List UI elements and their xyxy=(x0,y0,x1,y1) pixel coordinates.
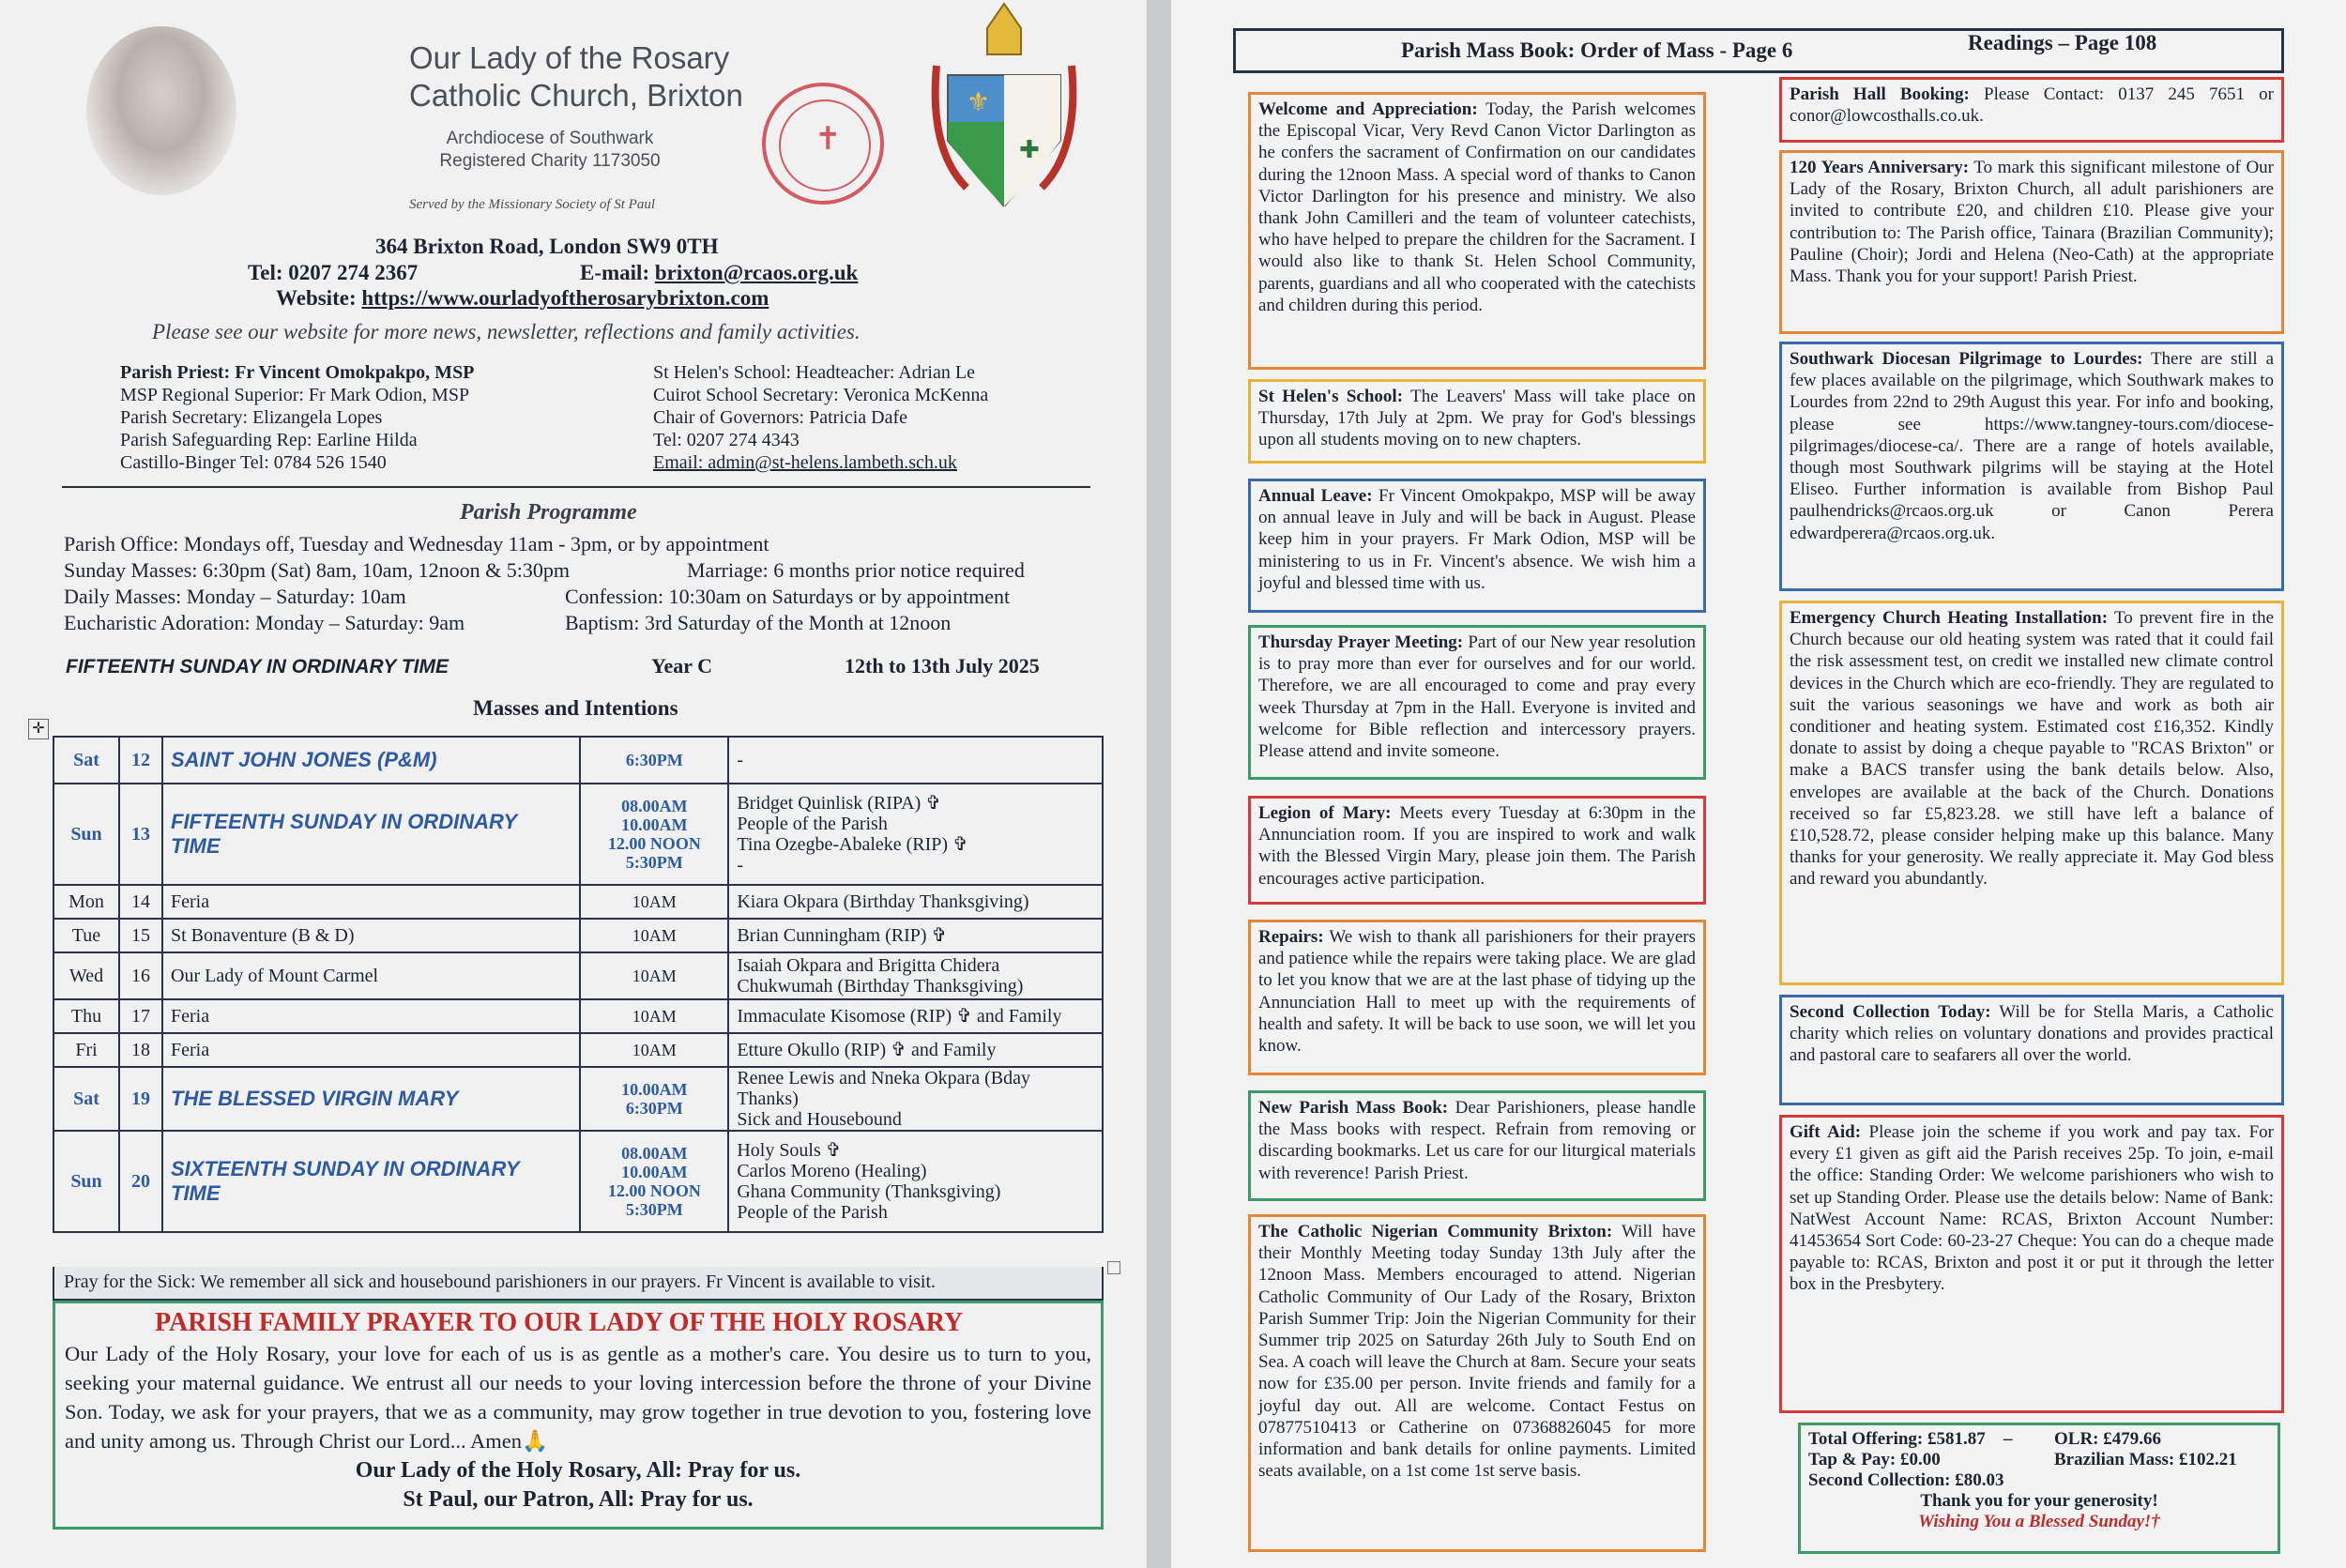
svg-text:✚: ✚ xyxy=(1019,136,1040,164)
mass-times-cell: 10AM xyxy=(580,885,728,919)
mass-num-cell: 12 xyxy=(119,737,162,784)
notices-mid-box xyxy=(1248,1214,1706,1552)
mass-num-cell: 19 xyxy=(119,1067,162,1131)
prayer-line3: St Paul, our Patron, All: Pray for us. xyxy=(403,1487,754,1512)
mass-num-cell: 18 xyxy=(119,1033,162,1067)
notice-text: Dear Parishioners, please handle the Mass books with respect. Refrain from removing or discarding bookmarks. Let us care for our liturgical materials with reverence! Parish Priest. xyxy=(1258,1098,1696,1183)
mass-day-cell: Wed xyxy=(53,952,119,999)
church-name: Our Lady of the Rosary Catholic Church, Brixton xyxy=(409,40,743,113)
mass-feast-cell: Feria xyxy=(162,1033,580,1067)
mass-times-cell: 08.00AM 10.00AM 12.00 NOON 5:30PM xyxy=(580,1131,728,1232)
notice-text: The Leavers' Mass will take place on Thursday, 17th July at 2pm. We pray for God's blessings upon all students moving on to new chapters. xyxy=(1258,387,1696,450)
page-gutter xyxy=(1147,0,1171,1568)
right-page xyxy=(1171,0,2346,1568)
programme-title: Parish Programme xyxy=(460,500,637,525)
notice-text: Will be for Stella Maris, a Catholic charity which relies on voluntary donations and provides practical and pastoral care to seafarers all over the world. xyxy=(1790,1002,2274,1066)
table-move-icon[interactable]: ✛ xyxy=(28,719,49,739)
notice-text: Will have their Monthly Meeting today Sunday 13th July after the 12noon Mass. Members encouraged to attend. Nigerian Catholic Community of Our Lady of the Rosary, Brixton Parish Summer Trip: Join the Nigerian Community for their Summer trip 2025 on Saturday 26th July to South End on Sea. A coach will leave the Church at 8am. Secure your seats now for £35.00 per person. Invite friends and family for a joyful day out. All are welcome. Contact Festus on 07877510413 or Catherine on 07368826045 for more information and bank details for online payments. Limited seats available, on a 1st come 1st serve basis. xyxy=(1258,1222,1696,1482)
website-link[interactable]: https://www.ourladyoftherosarybrixton.com xyxy=(361,286,769,310)
notices-mid-box xyxy=(1248,625,1706,780)
mass-feast-cell: FIFTEENTH SUNDAY IN ORDINARY TIME xyxy=(162,784,580,885)
mass-intentions-cell: Brian Cunningham (RIP) ✞ xyxy=(728,919,1103,952)
notices-mid-box xyxy=(1248,920,1706,1075)
mass-intentions-cell: Kiara Okpara (Birthday Thanksgiving) xyxy=(728,885,1103,919)
church-tel: Tel: 0207 274 2367 xyxy=(248,261,419,284)
notices-mid-box xyxy=(1248,479,1706,613)
notice-title: The Catholic Nigerian Community Brixton: xyxy=(1258,1222,1613,1241)
mass-book-header: Parish Mass Book: Order of Mass - Page 6 Readings – Page 108 xyxy=(1233,28,2284,73)
church-address: 364 Brixton Road, London SW9 0TH xyxy=(375,235,719,258)
notices-right-box xyxy=(1779,1115,2284,1413)
notice-title: Repairs: xyxy=(1258,927,1324,947)
notice-text: To prevent fire in the Church because our old heating system was rated that it could fail the risk assessment test, on credit we installed new climate control devices in the Church which are eco-friendly. They are regulated to suit the various seasonings we have and work as both air conditioner and heating system. Estimated cost £16,352. Kindly donate to assist by doing a cheque payable to "RCAS Brixton" or make a BACS transfer using the bank details below. Also, envelopes are available at the back of the Church. Donations received so far £5,823.28. we still have left a balance of £10,528.72, please consider helping make up this balance. Many thanks for your generosity. We really appreciate it. May God bless and reward you abundantly. xyxy=(1790,608,2275,890)
staff-left: Parish Priest: Fr Vincent Omokpakpo, MSP MSP Regional Superior: Fr Mark Odion, MSP Parish Secretary: Elizangela Lopes Parish Safeguarding Rep: Earline Hilda Castillo-Binger Tel: 0784 526 1540 xyxy=(120,362,475,473)
mass-times-cell: 10AM xyxy=(580,952,728,999)
notice-title: Second Collection Today: xyxy=(1790,1002,1991,1022)
coat-of-arms-icon xyxy=(929,0,1079,206)
mass-num-cell: 13 xyxy=(119,784,162,885)
notice-title: New Parish Mass Book: xyxy=(1258,1098,1449,1118)
table-row xyxy=(53,952,1103,999)
notice-text: We wish to thank all parishioners for their prayers and patience while the repairs were taking place. We are glad to let you know that we are at the last phase of tidying up the Annunciation Hall to meet up with the requirements of health and safety. It will be back to use soon, we will let you know. xyxy=(1258,927,1696,1057)
mass-feast-cell: THE BLESSED VIRGIN MARY xyxy=(162,1067,580,1131)
mass-intentions-cell: Holy Souls ✞ Carlos Moreno (Healing) Ghana Community (Thanksgiving) People of the Parish xyxy=(728,1131,1103,1232)
offering-box: Total Offering: £581.87 – OLR: £479.66 Tap & Pay: £0.00 Brazilian Mass: £102.21 Second Collection: £80.03 Thank you for your generosity! Wishing You a Blessed Sunday!† xyxy=(1798,1423,2280,1554)
mass-day-cell: Sun xyxy=(53,784,119,885)
notice-text: Please join the scheme if you work and pay tax. For every £1 given as gift aid the Parish receives 25p. To join, e-mail the office: Standing Order: We welcome parishioners who wish to set up Standing Order. Please use the details below: Name of Bank: NatWest Account Name: RCAS, Brixton Account Number: 41453654 Sort Code: 60-23-27 Cheque: You can do a cheque made payable to: RCAS, Brixton and post it or put it through the letter box in the Presbytery. xyxy=(1790,1122,2274,1295)
notices-mid-box xyxy=(1248,796,1706,905)
church-website: Website: https://www.ourladyoftherosarybrixton.com xyxy=(276,286,769,310)
mass-feast-cell: Feria xyxy=(162,885,580,919)
mass-times-cell: 08.00AM 10.00AM 12.00 NOON 5:30PM xyxy=(580,784,728,885)
notice-text: Please Contact: 0137 245 7651 or conor@lowcosthalls.co.uk. xyxy=(1790,84,2274,127)
prayer-body: Our Lady of the Holy Rosary, your love for each of us is as gentle as a mother's care. You desire us to turn to you, seeking your maternal guidance. We entrust all our needs to your loving intercession before the throne of your Divine Son. Today, we ask for your prayers, that we as a community, may grow together in true devotion to you, fostering love and unity among us. Through Christ our Lord... Amen🙏 xyxy=(65,1342,1091,1453)
mass-intentions-cell: Renee Lewis and Nneka Okpara (Bday Thanks) Sick and Housebound xyxy=(728,1067,1103,1131)
mass-feast-cell: St Bonaventure (B & D) xyxy=(162,919,580,952)
website-note: Please see our website for more news, newsletter, reflections and family activities. xyxy=(152,320,861,343)
notice-text: Meets every Tuesday at 6:30pm in the Annunciation room. If you are inspired to work and walk with the Blessed Virgin Mary, please join them. The Parish encourages active participation. xyxy=(1258,803,1696,889)
notices-right-box xyxy=(1779,995,2284,1105)
prayer-box xyxy=(53,1301,1104,1530)
madonna-image xyxy=(86,26,236,195)
mass-day-cell: Sat xyxy=(53,737,119,784)
mass-num-cell: 14 xyxy=(119,885,162,919)
mass-times-cell: 10.00AM 6:30PM xyxy=(580,1067,728,1131)
table-row xyxy=(53,1033,1103,1067)
notice-title: Legion of Mary: xyxy=(1258,803,1392,823)
mass-feast-cell: Our Lady of Mount Carmel xyxy=(162,952,580,999)
notice-title: Parish Hall Booking: xyxy=(1790,84,1970,104)
mass-times-cell: 6:30PM xyxy=(580,737,728,784)
mass-intentions-cell: Immaculate Kisomose (RIP) ✞ and Family xyxy=(728,999,1103,1033)
table-row xyxy=(53,999,1103,1033)
mass-num-cell: 17 xyxy=(119,999,162,1033)
masses-table xyxy=(53,736,1104,1233)
mass-feast-cell: SIXTEENTH SUNDAY IN ORDINARY TIME xyxy=(162,1131,580,1232)
mass-day-cell: Fri xyxy=(53,1033,119,1067)
church-email: E-mail: brixton@rcaos.org.uk xyxy=(580,261,859,284)
prayer-line2: Our Lady of the Holy Rosary, All: Pray for us. xyxy=(355,1458,801,1483)
mass-num-cell: 20 xyxy=(119,1131,162,1232)
prayer-title: PARISH FAMILY PRAYER TO OUR LADY OF THE HOLY ROSARY xyxy=(155,1308,964,1337)
mass-intentions-cell: Isaiah Okpara and Brigitta Chidera Chukwumah (Birthday Thanksgiving) xyxy=(728,952,1103,999)
mass-intentions-cell: Bridget Quinlisk (RIPA) ✞ People of the Parish Tina Ozegbe-Abaleke (RIP) ✞ - xyxy=(728,784,1103,885)
notice-text: Part of our New year resolution is to pray more than ever for ourselves and for our world. Therefore, we are all encouraged to come and pray every week Thursday at 7pm in the Hall. Everyone is invited and welcome for Bible reflection and intercessory prayers. Please attend and invite someone. xyxy=(1258,632,1696,762)
notice-title: Thursday Prayer Meeting: xyxy=(1258,632,1464,652)
mass-times-cell: 10AM xyxy=(580,1033,728,1067)
mass-intentions-cell: Etture Okullo (RIP) ✞ and Family xyxy=(728,1033,1103,1067)
mass-times-cell: 10AM xyxy=(580,999,728,1033)
notices-right-box xyxy=(1779,601,2284,985)
notice-title: St Helen's School: xyxy=(1258,387,1404,406)
mass-times-cell: 10AM xyxy=(580,919,728,952)
mass-feast-cell: SAINT JOHN JONES (P&M) xyxy=(162,737,580,784)
table-row xyxy=(53,784,1103,885)
staff-right: St Helen's School: Headteacher: Adrian Le Cuirot School Secretary: Veronica McKenna Chair of Governors: Patricia Dafe Tel: 0207 274 4343 Email: admin@st-helens.lambeth.sch.uk xyxy=(653,362,989,473)
notice-title: 120 Years Anniversary: xyxy=(1790,158,1970,177)
notice-title: Southwark Diocesan Pilgrimage to Lourdes: xyxy=(1790,349,2143,369)
notice-title: Annual Leave: xyxy=(1258,486,1373,506)
archdiocese: Archdiocese of Southwark Registered Charity 1173050 xyxy=(439,129,661,171)
mass-day-cell: Mon xyxy=(53,885,119,919)
table-row xyxy=(53,737,1103,784)
notice-text: Today, the Parish welcomes the Episcopal Vicar, Very Revd Canon Victor Darlington as he confers the sacrament of Confirmation on our candidates during the 12noon Mass. A special word of thanks to Canon Victor Darlington for his presence and ministry. We also thank John Camilleri and the team of volunteer catechists, who have helped to prepare the children for the Sacrament. I would also like to thank St. Helen School Community, parents, guardians and all who cooperated with the catechists and children during this period. xyxy=(1258,99,1696,315)
table-row xyxy=(53,1067,1103,1131)
notices-mid-box xyxy=(1248,92,1706,370)
served-by: Served by the Missionary Society of St Paul xyxy=(409,197,656,212)
email-link[interactable]: brixton@rcaos.org.uk xyxy=(654,261,859,284)
divider xyxy=(62,486,1090,488)
notices-right-box xyxy=(1779,342,2284,591)
notices-right-box xyxy=(1779,150,2284,334)
mass-day-cell: Sat xyxy=(53,1067,119,1131)
notice-text: To mark this significant milestone of Our Lady of the Rosary, Brixton Church, all adult parishioners are invited to contribute £20, and children £10. Please give your contribution to: The Parish office, Tainara (Brazilian Community); Pauline (Choir); Jordi and Helena (Neo-Cath) at the appropriate Mass. Thank you for your support! Parish Priest. xyxy=(1790,158,2274,287)
mass-day-cell: Sun xyxy=(53,1131,119,1232)
notices-mid-box xyxy=(1248,1090,1706,1201)
left-page xyxy=(0,0,1147,1568)
notice-title: Welcome and Appreciation: xyxy=(1258,99,1478,119)
masses-title: Masses and Intentions xyxy=(473,696,678,720)
mass-num-cell: 16 xyxy=(119,952,162,999)
table-row xyxy=(53,885,1103,919)
notice-text: Fr Vincent Omokpakpo, MSP will be away on annual leave in July and will be back in August. Please keep him in your prayers. Fr Mark Odion, MSP will be ministering to us in Fr. Vincent's absence. We wish him a joyful and blessed time with us. xyxy=(1258,486,1696,593)
notices-mid-box xyxy=(1248,379,1706,464)
sick-prayer: Pray for the Sick: We remember all sick and housebound parishioners in our prayers. Fr Vincent is available to visit. xyxy=(53,1267,1104,1301)
notice-title: Gift Aid: xyxy=(1790,1122,1862,1142)
checkbox-icon[interactable] xyxy=(1107,1261,1120,1274)
week-line: FIFTEENTH SUNDAY IN ORDINARY TIME Year C 12th to 13th July 2025 xyxy=(66,654,1040,677)
table-row xyxy=(53,1131,1103,1232)
programme: Parish Office: Mondays off, Tuesday and Wednesday 11am - 3pm, or by appointment Sunday Masses: 6:30pm (Sat) 8am, 10am, 12noon & 5:30pm Marriage: 6 months prior notice required Daily Masses: Monday – Saturday: 10am Confession: 10:30am on Saturdays or by appointment Eucharistic Adoration: Monday – Saturday: 9am Baptism: 3rd Saturday of the Month at 12noon xyxy=(64,532,1025,634)
mass-num-cell: 15 xyxy=(119,919,162,952)
mass-feast-cell: Feria xyxy=(162,999,580,1033)
table-row xyxy=(53,919,1103,952)
mass-day-cell: Tue xyxy=(53,919,119,952)
msp-seal-icon: ✝ xyxy=(762,83,884,205)
mass-intentions-cell: - xyxy=(728,737,1103,784)
notice-title: Emergency Church Heating Installation: xyxy=(1790,608,2109,628)
mass-day-cell: Thu xyxy=(53,999,119,1033)
svg-text:⚜: ⚜ xyxy=(967,86,991,117)
notices-right-box xyxy=(1779,77,2284,143)
notice-text: There are still a few places available on the pilgrimage, which Southwark makes to Lourdes from 22nd to 29th August this year. For info and booking, please see https://www.tangney-tours.com/diocese-pilgrimages/diocese-ca/. There are a range of hotels available, though most Southwark pilgrims will be staying at the Hotel Eliseo. Further information is available from Bishop Paul paulhendricks@rcaos.org.uk or Canon Perera edwardperera@rcaos.org.uk. xyxy=(1790,349,2274,543)
